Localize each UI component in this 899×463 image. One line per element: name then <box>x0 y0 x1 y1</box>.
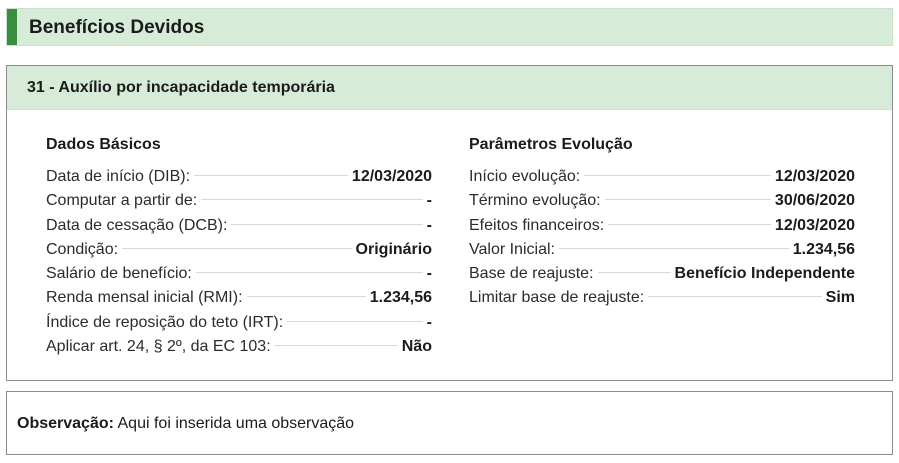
info-row <box>46 265 432 289</box>
info-value: 30/06/2020 <box>774 192 855 210</box>
info-label: Término evolução: <box>469 192 601 210</box>
info-label: Limitar base de reajuste: <box>469 289 645 307</box>
info-row <box>469 192 855 216</box>
info-row <box>469 265 855 289</box>
info-row <box>46 314 432 338</box>
basic-data-column <box>46 136 432 362</box>
info-label: Valor Inicial: <box>469 240 555 258</box>
info-row <box>469 168 855 192</box>
info-row <box>46 192 432 216</box>
info-row <box>469 289 855 313</box>
dotted-leader <box>608 224 771 225</box>
info-value: 1.234,56 <box>792 240 855 258</box>
info-value: 12/03/2020 <box>774 168 855 185</box>
info-value: - <box>426 192 432 210</box>
info-label: Data de cessação (DCB): <box>46 216 228 234</box>
dotted-leader <box>287 321 423 322</box>
info-row <box>469 241 855 265</box>
header-accent-bar <box>7 9 17 45</box>
info-value: 1.234,56 <box>369 289 432 307</box>
dotted-leader <box>231 224 422 225</box>
dotted-leader <box>584 175 771 176</box>
info-label: Data de início (DIB): <box>46 168 191 185</box>
dotted-leader <box>605 199 771 200</box>
info-value: - <box>426 265 432 283</box>
info-row <box>469 217 855 241</box>
info-label: Aplicar art. 24, § 2º, da EC 103: <box>46 338 271 356</box>
info-value: 12/03/2020 <box>774 216 855 234</box>
info-label: Base de reajuste: <box>469 265 594 283</box>
benefit-card <box>6 65 893 381</box>
info-label: Início evolução: <box>469 168 581 185</box>
info-value: Originário <box>355 240 432 258</box>
dotted-leader <box>247 296 366 297</box>
dotted-leader <box>559 248 789 249</box>
benefit-title: 31 - Auxílio por incapacidade temporária <box>7 66 892 110</box>
dotted-leader <box>194 175 348 176</box>
info-label: Salário de benefício: <box>46 265 192 283</box>
info-row <box>46 338 432 362</box>
page-title: Benefícios Devidos <box>29 17 205 38</box>
info-label: Condição: <box>46 240 119 258</box>
info-value: 12/03/2020 <box>351 168 432 185</box>
info-label: Efeitos financeiros: <box>469 216 605 234</box>
basic-data-title: Dados Básicos <box>46 136 161 153</box>
dotted-leader <box>122 248 352 249</box>
info-row <box>46 217 432 241</box>
dotted-leader <box>196 272 423 273</box>
section-header <box>6 8 893 46</box>
info-value: Não <box>401 338 432 356</box>
dotted-leader <box>598 272 671 273</box>
info-label: Renda mensal inicial (RMI): <box>46 289 243 307</box>
observation-label: Observação: <box>17 415 114 432</box>
info-value: Benefício Independente <box>674 265 855 283</box>
evolution-params-title: Parâmetros Evolução <box>469 136 633 153</box>
info-value: - <box>426 313 432 331</box>
info-row <box>46 168 432 192</box>
evolution-params-column <box>469 136 855 314</box>
info-label: Computar a partir de: <box>46 192 198 210</box>
info-row <box>46 241 432 265</box>
info-label: Índice de reposição do teto (IRT): <box>46 313 284 331</box>
info-row <box>46 289 432 313</box>
observation-text: Aqui foi inserida uma observação <box>117 415 355 432</box>
dotted-leader <box>201 199 422 200</box>
dotted-leader <box>648 296 821 297</box>
dotted-leader <box>275 345 398 346</box>
info-value: - <box>426 216 432 234</box>
observation-box <box>6 391 893 455</box>
info-value: Sim <box>825 289 855 307</box>
